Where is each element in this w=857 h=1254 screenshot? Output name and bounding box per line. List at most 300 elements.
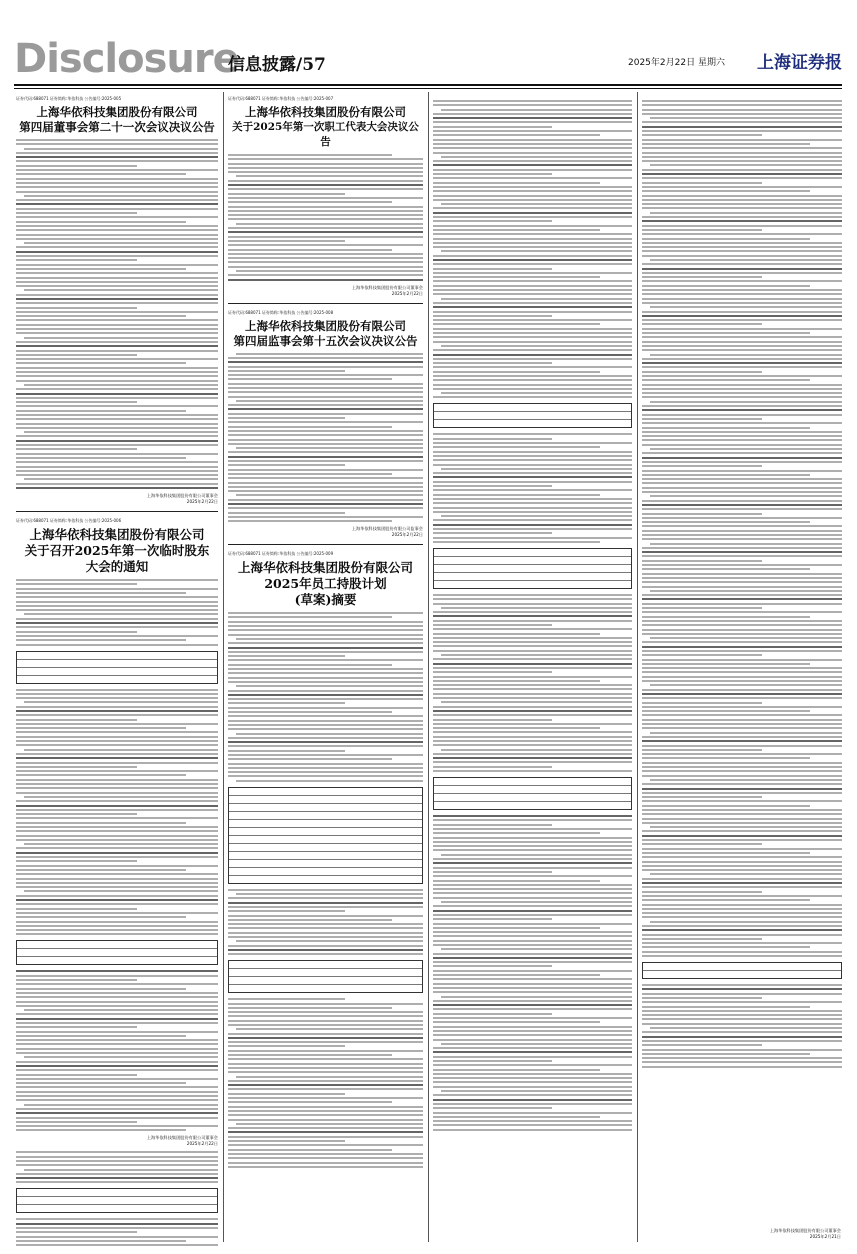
- text-line: [642, 843, 762, 845]
- text-line: [16, 766, 137, 768]
- text-line: [16, 1086, 218, 1088]
- text-line: [16, 1160, 218, 1162]
- text-line: [642, 409, 842, 411]
- text-line: [228, 1166, 423, 1168]
- text-line: [642, 680, 842, 682]
- section-logo: [14, 36, 239, 82]
- text-line: [433, 974, 600, 976]
- section-logo-word: Disclosure: [14, 36, 239, 82]
- text-line: [441, 156, 632, 158]
- text-line: [433, 757, 632, 759]
- text-line: [228, 188, 423, 190]
- text-line: [642, 659, 842, 661]
- announcement-title-line2: 大会的通知: [85, 559, 149, 575]
- text-line: [433, 371, 600, 373]
- text-line: [228, 374, 423, 376]
- signature-company: 上海华依科技集团股份有限公司董事会: [351, 284, 423, 290]
- announcement-title-line2: (草案)摘要: [294, 592, 357, 608]
- text-line: [642, 646, 842, 648]
- text-line: [642, 848, 842, 850]
- text-line: [433, 892, 632, 894]
- text-line: [16, 294, 218, 296]
- text-line: [642, 345, 842, 347]
- text-line: [16, 367, 218, 369]
- text-line: [16, 852, 218, 854]
- text-line: [16, 830, 218, 832]
- text-line: [228, 1045, 345, 1047]
- text-line: [24, 289, 218, 291]
- text-line: [642, 229, 762, 231]
- text-line: [16, 246, 218, 248]
- text-line: [433, 438, 552, 440]
- text-line: [16, 714, 218, 716]
- text-line: [433, 349, 632, 351]
- text-line: [642, 530, 842, 532]
- text-line: [441, 854, 632, 856]
- text-line: [642, 147, 842, 149]
- text-line: [650, 543, 842, 545]
- text-line: [433, 152, 632, 154]
- text-line: [433, 961, 632, 963]
- text-line: [24, 1169, 218, 1171]
- text-line: [433, 931, 632, 933]
- text-line: [642, 740, 842, 742]
- text-line: [433, 268, 552, 270]
- text-line: [642, 551, 842, 553]
- text-line: [642, 865, 842, 867]
- text-line: [433, 139, 632, 141]
- text-line: [650, 637, 842, 639]
- text-line: [16, 631, 137, 633]
- text-line: [433, 498, 632, 500]
- text-line: [433, 272, 632, 274]
- text-line: [433, 117, 632, 119]
- text-line: [433, 100, 632, 102]
- text-line: [433, 620, 632, 622]
- text-line: [236, 1076, 423, 1078]
- signature-company: 上海华依科技集团股份有限公司监事会: [351, 526, 423, 532]
- text-line: [228, 745, 423, 747]
- text-line: [228, 1037, 423, 1039]
- text-line: [236, 638, 423, 640]
- text-line: [433, 832, 600, 834]
- text-line: [642, 478, 842, 480]
- text-line: [642, 246, 842, 248]
- text-line: [433, 160, 632, 162]
- text-line: [228, 274, 423, 276]
- text-line: [228, 1058, 423, 1060]
- text-line: [441, 109, 632, 111]
- text-line: [433, 910, 632, 912]
- text-line: [16, 809, 218, 811]
- text-line: [642, 594, 842, 596]
- text-line: [16, 1218, 218, 1220]
- text-line: [16, 873, 218, 875]
- text-line: [433, 1081, 632, 1083]
- text-line: [228, 1101, 392, 1103]
- text-line: [433, 719, 552, 721]
- text-line: [433, 362, 552, 364]
- text-line: [433, 541, 600, 543]
- text-line: [24, 148, 218, 150]
- text-line: [433, 957, 632, 959]
- text-line: [433, 1116, 600, 1118]
- text-line: [642, 547, 842, 549]
- proxy-table: [16, 1188, 218, 1213]
- text-line: [642, 555, 842, 557]
- text-line: [642, 207, 842, 209]
- text-line: [228, 253, 423, 255]
- announcement-signature: [228, 285, 423, 297]
- text-line: [642, 770, 842, 772]
- text-line: [16, 925, 218, 927]
- text-line: [228, 469, 423, 471]
- text-line: [642, 427, 810, 429]
- text-line: [433, 858, 632, 860]
- text-line: [642, 938, 762, 940]
- text-line: [16, 1177, 218, 1179]
- signature-date: 2025年2月22日: [391, 532, 423, 538]
- text-line: [642, 749, 762, 751]
- text-line: [228, 953, 423, 955]
- text-line: [433, 1086, 632, 1088]
- text-line: [642, 942, 842, 944]
- text-line: [228, 261, 423, 263]
- page-signature: [770, 1228, 841, 1240]
- text-line: [16, 1022, 218, 1024]
- text-line: [16, 1078, 218, 1080]
- text-line: [16, 1091, 218, 1093]
- text-line: [433, 1008, 632, 1010]
- text-line: [228, 499, 423, 501]
- text-line: [16, 912, 218, 914]
- text-line: [433, 953, 632, 955]
- esop-body-continued: [433, 433, 632, 542]
- text-line: [433, 207, 632, 209]
- text-line: [16, 579, 218, 581]
- text-line: [642, 620, 842, 622]
- text-line: [16, 1117, 218, 1119]
- text-line: [642, 130, 842, 132]
- text-line: [228, 1157, 423, 1159]
- announcement-title-company: 上海华依科技集团股份有限公司: [237, 560, 413, 576]
- text-line: [433, 897, 632, 899]
- text-line: [228, 460, 423, 462]
- text-line: [642, 783, 842, 785]
- text-line: [642, 1036, 842, 1038]
- text-line: [642, 311, 842, 313]
- text-line: [642, 616, 810, 618]
- text-line: [228, 927, 423, 929]
- text-line: [16, 405, 218, 407]
- text-line: [16, 1082, 186, 1084]
- text-line: [16, 1244, 218, 1246]
- announcement-title-company: 上海华依科技集团股份有限公司: [36, 105, 198, 119]
- text-line: [228, 711, 392, 713]
- text-line: [228, 507, 423, 509]
- text-line: [228, 1093, 345, 1095]
- text-line: [433, 837, 632, 839]
- text-line: [441, 996, 632, 998]
- text-line: [433, 940, 632, 942]
- text-line: [642, 169, 842, 171]
- text-line: [642, 461, 842, 463]
- text-line: [433, 366, 632, 368]
- text-line: [441, 948, 632, 950]
- text-line: [433, 319, 632, 321]
- text-line: [433, 263, 632, 265]
- text-line: [228, 672, 423, 674]
- text-line: [16, 216, 218, 218]
- text-line: [433, 658, 632, 660]
- text-line: [433, 697, 632, 699]
- text-line: [433, 285, 632, 287]
- announcement-title-subject: 关于2025年第一次职工代表大会决议公告: [232, 121, 419, 148]
- text-line: [642, 946, 810, 948]
- text-line: [433, 888, 632, 890]
- text-line: [16, 152, 218, 154]
- text-line: [228, 1110, 423, 1112]
- text-line: [16, 787, 218, 789]
- text-line: [642, 607, 762, 609]
- text-line: [642, 491, 842, 493]
- text-line: [642, 182, 762, 184]
- registration-table: [16, 940, 218, 965]
- allocation-table: [228, 960, 423, 993]
- text-line: [642, 139, 842, 141]
- text-line: [16, 878, 218, 880]
- text-line: [642, 379, 810, 381]
- text-line: [16, 423, 218, 425]
- text-line: [228, 1024, 423, 1026]
- text-line: [642, 280, 842, 282]
- text-line: [16, 1043, 218, 1045]
- announcement-body: [16, 579, 218, 645]
- text-line: [24, 195, 218, 197]
- text-line: [16, 996, 218, 998]
- text-line: [642, 800, 842, 802]
- text-line: [441, 1090, 632, 1092]
- text-line: [228, 906, 423, 908]
- text-line: [16, 397, 218, 399]
- text-line: [433, 824, 552, 826]
- text-line: [16, 805, 218, 807]
- text-line: [642, 156, 842, 158]
- text-line: [433, 1047, 632, 1049]
- signature-date: 2025年2月22日: [186, 499, 218, 505]
- text-line: [433, 229, 600, 231]
- text-line: [433, 276, 600, 278]
- proxy-form: [16, 1151, 218, 1183]
- text-line: [16, 173, 186, 175]
- text-line: [228, 694, 423, 696]
- text-line: [642, 362, 842, 364]
- text-line: [16, 281, 218, 283]
- text-line: [433, 761, 632, 763]
- text-line: [642, 984, 842, 986]
- text-line: [433, 302, 632, 304]
- text-line: [433, 918, 552, 920]
- text-line: [433, 641, 632, 643]
- text-line: [642, 775, 842, 777]
- announcement-body-continued: [228, 889, 423, 955]
- text-line: [16, 380, 218, 382]
- text-line: [16, 626, 218, 628]
- text-line: [228, 681, 423, 683]
- text-line: [642, 663, 810, 665]
- text-line: [228, 184, 423, 186]
- text-line: [228, 512, 345, 514]
- text-line: [16, 435, 218, 437]
- text-line: [24, 1009, 218, 1011]
- text-line: [228, 370, 345, 372]
- text-line: [16, 483, 218, 485]
- text-line: [228, 206, 423, 208]
- text-line: [16, 727, 186, 729]
- text-line: [16, 988, 186, 990]
- announcement-body-continued: [228, 998, 423, 1168]
- text-line: [228, 647, 423, 649]
- text-line: [433, 594, 632, 596]
- text-line: [441, 901, 632, 903]
- text-line: [433, 164, 632, 166]
- text-line: [16, 992, 218, 994]
- text-line: [228, 668, 423, 670]
- text-line: [433, 1064, 632, 1066]
- text-line: [16, 1065, 218, 1067]
- text-line: [642, 396, 842, 398]
- text-line: [650, 117, 842, 119]
- text-line: [228, 910, 345, 912]
- text-line: [16, 899, 218, 901]
- text-line: [16, 736, 218, 738]
- text-line: [236, 780, 423, 782]
- text-line: [228, 167, 423, 169]
- text-line: [228, 227, 423, 229]
- text-line: [16, 199, 218, 201]
- text-line: [433, 978, 632, 980]
- text-line: [228, 758, 392, 760]
- esop-body-continued: [642, 984, 842, 1068]
- text-line: [16, 783, 218, 785]
- text-line: [16, 1031, 218, 1033]
- text-line: [228, 163, 423, 165]
- text-line: [228, 945, 423, 947]
- text-line: [642, 702, 762, 704]
- text-line: [16, 592, 186, 594]
- text-line: [433, 121, 632, 123]
- text-line: [433, 1004, 632, 1006]
- text-line: [16, 639, 186, 641]
- text-line: [433, 1034, 632, 1036]
- text-line: [642, 568, 810, 570]
- text-line: [642, 727, 842, 729]
- text-line: [24, 478, 218, 480]
- text-line: [642, 839, 842, 841]
- text-line: [228, 1015, 423, 1017]
- text-line: [642, 435, 842, 437]
- text-line: [24, 337, 218, 339]
- text-line: [642, 710, 810, 712]
- text-line: [433, 923, 632, 925]
- column-3: [433, 96, 632, 1246]
- announcement-signature: [16, 493, 218, 505]
- text-line: [642, 1040, 842, 1042]
- text-line: [650, 590, 842, 592]
- text-line: [433, 524, 632, 526]
- text-line: [228, 621, 423, 623]
- text-line: [228, 616, 392, 618]
- text-line: [433, 841, 632, 843]
- text-line: [228, 391, 423, 393]
- text-line: [433, 1026, 632, 1028]
- text-line: [642, 173, 842, 175]
- text-line: [433, 289, 632, 291]
- text-line: [642, 315, 842, 317]
- text-line: [642, 1053, 810, 1055]
- text-line: [642, 225, 842, 227]
- text-line: [16, 583, 137, 585]
- text-line: [433, 1077, 632, 1079]
- text-line: [642, 143, 810, 145]
- text-line: [16, 418, 218, 420]
- text-line: [433, 1124, 632, 1126]
- text-line: [16, 324, 218, 326]
- text-line: [642, 830, 842, 832]
- text-line: [16, 693, 218, 695]
- text-line: [16, 362, 186, 364]
- text-line: [16, 264, 218, 266]
- text-line: [16, 697, 218, 699]
- text-line: [228, 482, 423, 484]
- text-line: [228, 490, 423, 492]
- text-line: [433, 727, 600, 729]
- text-line: [642, 719, 842, 721]
- text-line: [228, 1114, 423, 1116]
- text-line: [642, 693, 842, 695]
- text-line: [441, 468, 632, 470]
- text-line: [642, 255, 842, 257]
- text-line: [16, 388, 218, 390]
- text-line: [228, 715, 423, 717]
- text-line: [228, 1140, 345, 1142]
- text-line: [16, 1151, 218, 1153]
- text-line: [433, 216, 632, 218]
- text-line: [433, 259, 632, 261]
- text-line: [24, 1056, 218, 1058]
- cost-table: [642, 962, 842, 979]
- announcement-body: [228, 612, 423, 782]
- text-line: [650, 779, 842, 781]
- text-line: [433, 1039, 632, 1041]
- text-line: [228, 396, 423, 398]
- text-line: [433, 965, 552, 967]
- text-line: [16, 311, 218, 313]
- text-line: [16, 427, 218, 429]
- text-line: [642, 323, 762, 325]
- text-line: [642, 822, 842, 824]
- text-line: [24, 613, 218, 615]
- text-line: [16, 1156, 218, 1158]
- text-line: [16, 605, 218, 607]
- text-line: [433, 875, 632, 877]
- text-line: [642, 861, 842, 863]
- text-line: [433, 991, 632, 993]
- text-line: [650, 354, 842, 356]
- text-line: [433, 676, 632, 678]
- text-line: [433, 169, 632, 171]
- text-line: [228, 724, 423, 726]
